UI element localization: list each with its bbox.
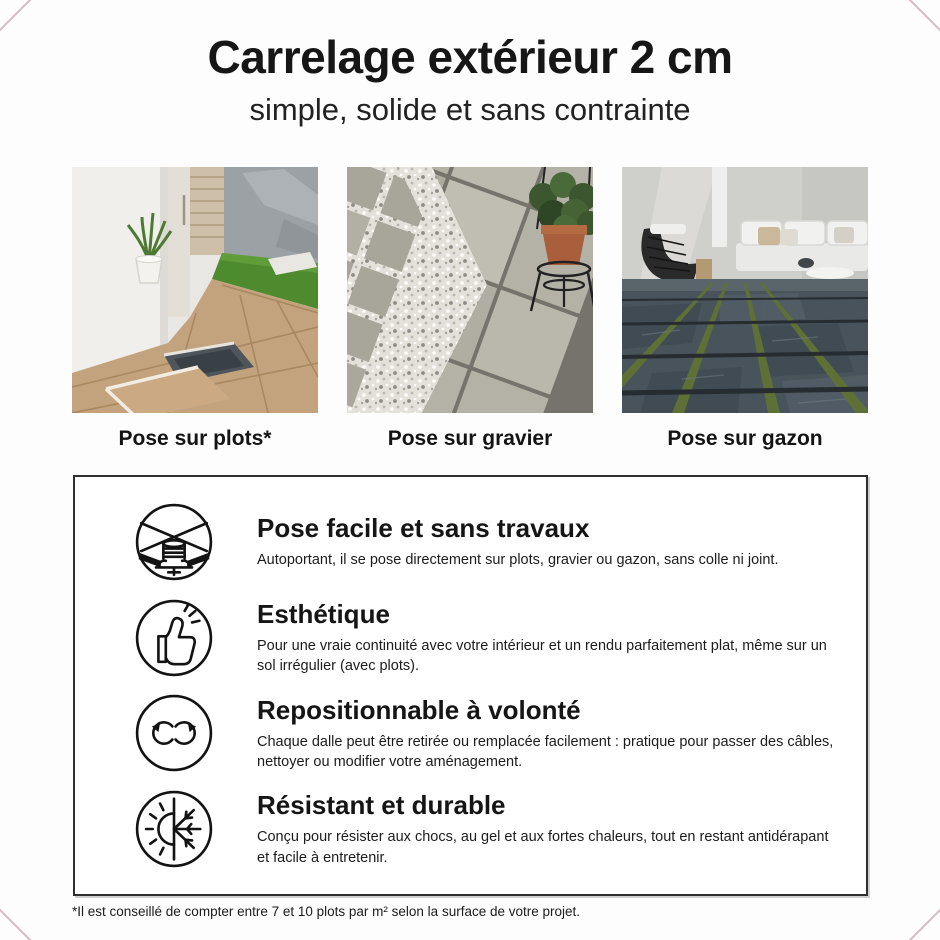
thumbs-up-icon xyxy=(133,597,215,679)
tile-pedestal-icon xyxy=(133,501,215,583)
pedestal-count-footnote: *Il est conseillé de compter entre 7 et 10 plots par m² selon la surface de votre projet. xyxy=(72,904,581,919)
feature-row-resistant xyxy=(133,788,836,870)
feature-description: Autoportant, il se pose directement sur plots, gravier ou gazon, sans colle ni joint. xyxy=(257,552,779,569)
feature-text xyxy=(257,695,836,773)
feature-title: Résistant et durable xyxy=(257,790,506,821)
loop-arrows-icon xyxy=(133,692,215,774)
feature-title: Pose facile et sans travaux xyxy=(257,513,590,544)
terrace-tiles-on-gravel-photo xyxy=(347,167,593,413)
corner-crop-mark xyxy=(908,908,940,940)
page-subtitle: simple, solide et sans contrainte xyxy=(249,92,691,127)
feature-row-esthetique xyxy=(133,597,836,679)
photo-caption-gazon: Pose sur gazon xyxy=(667,427,823,450)
feature-row-repositionnable xyxy=(133,692,836,774)
installation-photos-row xyxy=(72,167,868,451)
terrace-tiles-on-pedestals-photo xyxy=(72,167,318,413)
feature-text xyxy=(257,599,836,677)
sun-snowflake-icon xyxy=(133,788,215,870)
feature-title: Esthétique xyxy=(257,598,390,629)
corner-crop-mark xyxy=(908,0,940,32)
photo-caption-plots: Pose sur plots* xyxy=(118,427,272,450)
feature-text xyxy=(257,513,778,570)
feature-description: Pour une vraie continuité avec votre intérieur et un rendu parfaitement plat, même sur un sol irrégulier (avec plots). xyxy=(257,637,827,675)
feature-title: Repositionnable à volonté xyxy=(257,694,581,725)
feature-text xyxy=(257,790,836,868)
corner-crop-mark xyxy=(0,908,32,940)
photo-pose-sur-plots xyxy=(72,167,318,451)
terrace-tiles-on-grass-photo xyxy=(622,167,868,413)
page-title: Carrelage extérieur 2 cm xyxy=(207,31,733,83)
feature-description: Chaque dalle peut être retirée ou remplacée facilement : pratique pour passer des câbles, nettoyer ou modifier votre aménagement. xyxy=(257,733,834,770)
header xyxy=(0,30,940,128)
photo-pose-sur-gravier xyxy=(347,167,593,451)
photo-caption-gravier: Pose sur gravier xyxy=(387,427,553,450)
features-box xyxy=(73,475,868,896)
corner-crop-mark xyxy=(0,0,32,32)
photo-pose-sur-gazon xyxy=(622,167,868,451)
feature-row-pose-facile xyxy=(133,501,836,583)
feature-description: Conçu pour résister aux chocs, au gel et aux fortes chaleurs, tout en restant antidérapant et facile à entretenir. xyxy=(257,829,829,866)
